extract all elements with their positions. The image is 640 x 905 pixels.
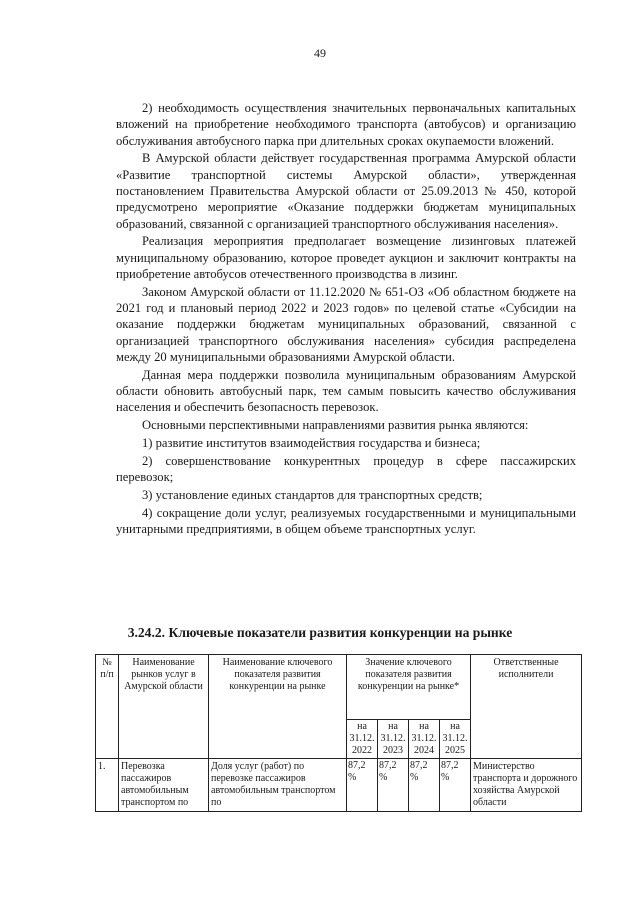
paragraph: В Амурской области действует государственная программа Амурской области «Развитие транспортной системы Амурской области», утвержденная постановлением Правительства Амурской области от 25.09.2013 № 450, которой предусмотрено мероприятие «Оказание поддержки бюджетам муниципальных образований, связанной с организацией транспортного обслуживания населения». bbox=[116, 151, 576, 231]
year-value: 2025 bbox=[445, 745, 466, 756]
year-value: 2024 bbox=[414, 745, 434, 756]
year-column-header bbox=[347, 720, 378, 759]
paragraph: Данная мера поддержки позволила муниципальным образованиям Амурской области обновить автобусный парк, тем самым повысить качество обслуживания населения и обеспечить безопасность перевозок. bbox=[116, 367, 576, 415]
list-item: 2) совершенствование конкурентных процедур в сфере пассажирских перевозок; bbox=[116, 453, 576, 485]
cell-value: 87,2 % bbox=[378, 759, 409, 812]
header-market: Наименование рынков услуг в Амурской области bbox=[119, 655, 209, 759]
header-indicator: Наименование ключевого показателя развития конкуренции на рынке bbox=[209, 655, 347, 759]
year-column-header bbox=[378, 720, 409, 759]
year-prefix: на bbox=[450, 721, 460, 732]
cell-num: 1. bbox=[96, 759, 119, 812]
table-header-row bbox=[96, 655, 582, 720]
year-value: 2022 bbox=[352, 745, 372, 756]
header-value: Значение ключевого показателя развития конкуренции на рынке* bbox=[347, 655, 471, 720]
header-responsible: Ответственные исполнители bbox=[471, 655, 582, 759]
paragraph: 2) необходимость осуществления значительных первоначальных капитальных вложений на приобретение необходимого транспорта (автобусов) и организацию обслуживания автобусного парка при длительных сроках окупаемости вложений. bbox=[116, 101, 576, 148]
cell-value: 87,2 % bbox=[347, 759, 378, 812]
paragraph: Основными перспективными направлениями развития рынка являются: bbox=[142, 418, 529, 433]
list-item: 1) развитие институтов взаимодействия государства и бизнеса; bbox=[142, 435, 481, 450]
year-date: 31.12. bbox=[442, 733, 468, 744]
header-num: № п/п bbox=[96, 655, 119, 759]
cell-indicator: Доля услуг (работ) по перевозке пассажиров автомобильным транспортом по bbox=[209, 759, 347, 812]
table-row bbox=[96, 759, 582, 812]
year-value: 2023 bbox=[383, 745, 403, 756]
cell-value: 87,2 % bbox=[409, 759, 440, 812]
cell-value: 87,2 % bbox=[440, 759, 471, 812]
year-date: 31.12. bbox=[411, 733, 437, 744]
year-prefix: на bbox=[357, 721, 367, 732]
year-prefix: на bbox=[388, 721, 398, 732]
year-column-header bbox=[440, 720, 471, 759]
list-item: 3) установление единых стандартов для транспортных средств; bbox=[142, 487, 483, 502]
cell-responsible: Министерство транспорта и дорожного хозяйства Амурской области bbox=[471, 759, 582, 812]
paragraph: Законом Амурской области от 11.12.2020 № 651-ОЗ «Об областном бюджете на 2021 год и плановый период 2022 и 2023 годов» по целевой статье «Субсидии на оказание поддержки бюджетам муниципальных образований, связанной с организацией транспортного обслуживания населения» субсидия распределена между 20 муниципальными образованиями Амурской области. bbox=[116, 284, 576, 364]
paragraph: Реализация мероприятия предполагает возмещение лизинговых платежей муниципальному образованию, которое проведет аукцион и заключит контракты на приобретение автобусов отечественного производства в лизинг. bbox=[116, 234, 576, 281]
page-number: 49 bbox=[314, 46, 326, 60]
year-column-header bbox=[409, 720, 440, 759]
section-title: 3.24.2. Ключевые показатели развития конкуренции на рынке bbox=[127, 625, 513, 640]
kpi-table bbox=[95, 654, 582, 812]
year-date: 31.12. bbox=[349, 733, 375, 744]
year-date: 31.12. bbox=[380, 733, 406, 744]
cell-market: Перевозка пассажиров автомобильным транспортом по bbox=[119, 759, 209, 812]
year-prefix: на bbox=[419, 721, 429, 732]
list-item: 4) сокращение доли услуг, реализуемых государственными и муниципальными унитарными предприятиями, в общем объеме транспортных услуг. bbox=[116, 505, 576, 536]
body-text bbox=[116, 100, 576, 539]
